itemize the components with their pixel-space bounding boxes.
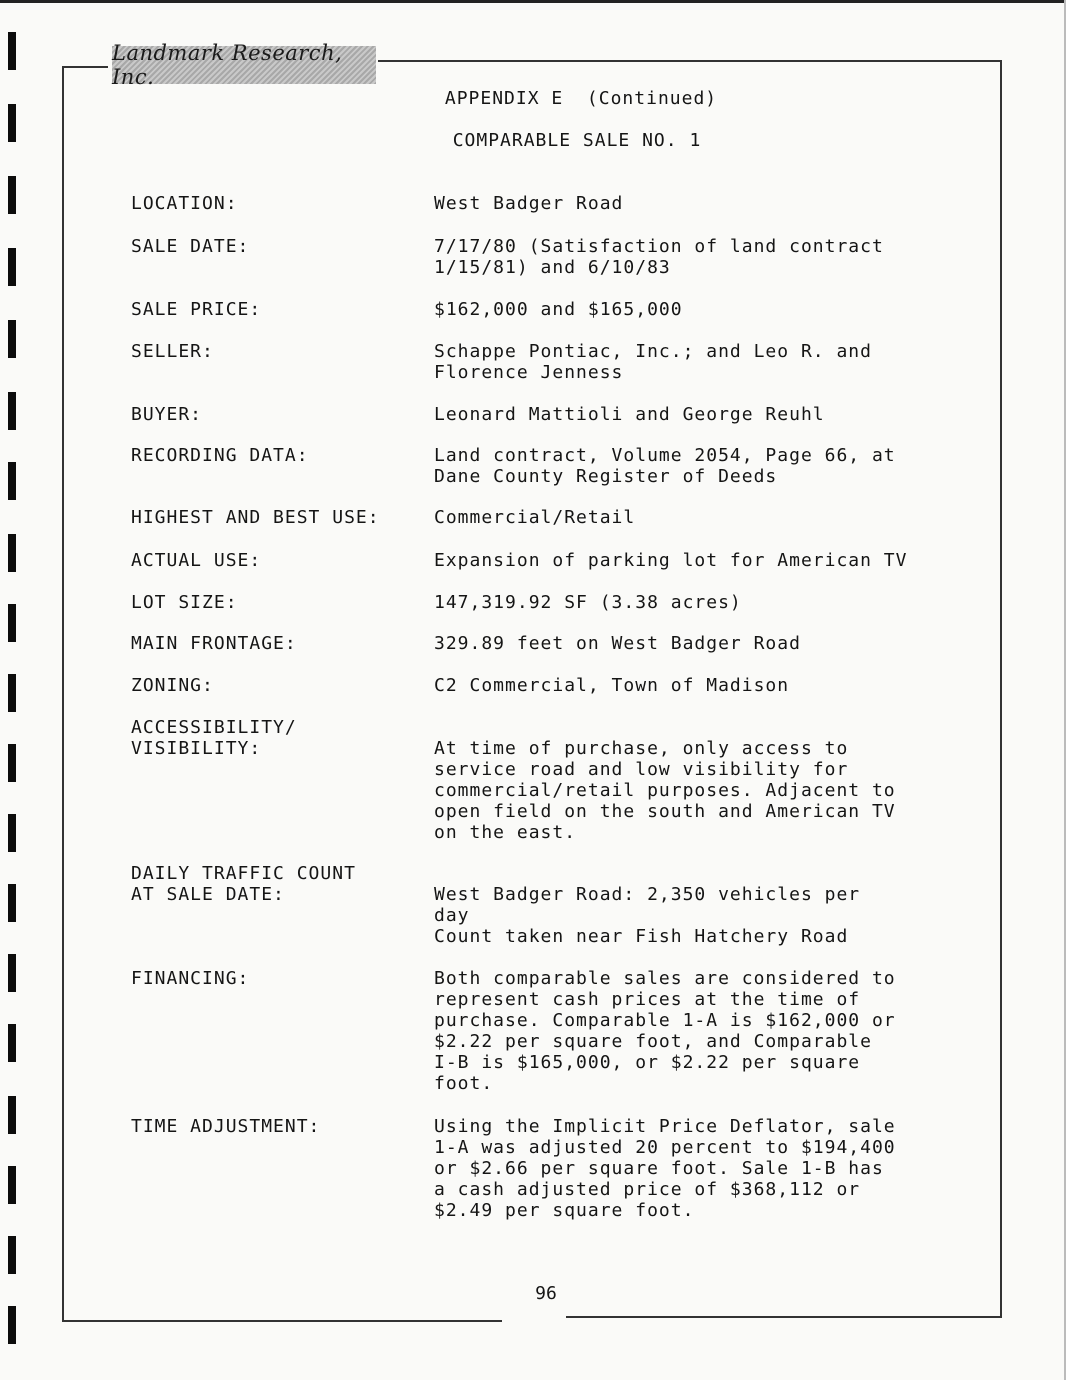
field-value: Commercial/Retail	[434, 507, 636, 528]
frame-border-bottom	[566, 1316, 1002, 1318]
field-label: ACCESSIBILITY/ VISIBILITY:	[131, 717, 297, 759]
field-value: 7/17/80 (Satisfaction of land contract 1/15/81) and 6/10/83	[434, 236, 884, 278]
binder-hole-mark	[8, 248, 16, 286]
field-label: MAIN FRONTAGE:	[131, 633, 297, 654]
frame-border-bottom	[62, 1320, 502, 1322]
field-label: ACTUAL USE:	[131, 550, 262, 571]
field-value: Both comparable sales are considered to represent cash prices at the time of purchase. Comparable 1-A is $162,000 or $2.22 per square foot, and Comparable I-B is $165,000, or $2.22 per square foot.	[434, 968, 896, 1094]
frame-border-left	[62, 67, 64, 1321]
field-value: Expansion of parking lot for American TV	[434, 550, 908, 571]
company-logo	[112, 41, 376, 89]
field-label: ZONING:	[131, 675, 214, 696]
binder-hole-mark	[8, 604, 16, 642]
binder-hole-mark	[8, 674, 16, 712]
binder-hole-mark	[8, 1166, 16, 1204]
field-value: Land contract, Volume 2054, Page 66, at Dane County Register of Deeds	[434, 445, 896, 487]
binder-hole-mark	[8, 744, 16, 782]
binder-hole-mark	[8, 104, 16, 142]
binder-hole-mark	[8, 814, 16, 852]
binder-hole-mark	[8, 392, 16, 430]
binder-hole-mark	[8, 32, 16, 70]
frame-border-right	[1000, 60, 1002, 1318]
binder-hole-mark	[8, 1306, 16, 1344]
field-label: RECORDING DATA:	[131, 445, 309, 466]
frame-border-top	[62, 66, 108, 68]
comparable-sale-title: COMPARABLE SALE NO. 1	[452, 130, 702, 151]
field-label: HIGHEST AND BEST USE:	[131, 507, 380, 528]
field-label: TIME ADJUSTMENT:	[131, 1116, 321, 1137]
binder-hole-mark	[8, 462, 16, 500]
field-label: BUYER:	[131, 404, 203, 425]
field-label: FINANCING:	[131, 968, 250, 989]
field-value: 147,319.92 SF (3.38 acres)	[434, 592, 742, 613]
field-label: LOT SIZE:	[131, 592, 238, 613]
field-label: SALE DATE:	[131, 236, 250, 257]
binder-hole-mark	[8, 954, 16, 992]
company-logo-text: Landmark Research, Inc.	[112, 41, 343, 89]
binder-hole-mark	[8, 1236, 16, 1274]
field-value: C2 Commercial, Town of Madison	[434, 675, 790, 696]
field-value: West Badger Road	[434, 193, 624, 214]
binder-hole-mark	[8, 1096, 16, 1134]
field-label: LOCATION:	[131, 193, 238, 214]
field-value: Using the Implicit Price Deflator, sale 1-A was adjusted 20 percent to $194,400 or $2.66 per square foot. Sale 1-B has a cash adjusted price of $368,112 or $2.49 per square foot.	[434, 1116, 896, 1221]
field-value: 329.89 feet on West Badger Road	[434, 633, 801, 654]
field-value: West Badger Road: 2,350 vehicles per day Count taken near Fish Hatchery Road	[434, 884, 861, 947]
page-number: 96	[535, 1283, 557, 1304]
field-label: SELLER:	[131, 341, 214, 362]
field-value: Leonard Mattioli and George Reuhl	[434, 404, 825, 425]
binder-hole-mark	[8, 884, 16, 922]
binder-hole-mark	[8, 176, 16, 214]
frame-border-top	[378, 60, 1002, 62]
binder-hole-mark	[8, 534, 16, 572]
field-label: SALE PRICE:	[131, 299, 262, 320]
field-label: DAILY TRAFFIC COUNT AT SALE DATE:	[131, 863, 356, 905]
binder-hole-strip	[0, 0, 20, 1380]
field-value: At time of purchase, only access to service road and low visibility for commercial/retail purposes. Adjacent to open field on the south and American TV on the east.	[434, 738, 896, 843]
binder-hole-mark	[8, 1024, 16, 1062]
binder-hole-mark	[8, 320, 16, 358]
page-top-edge	[0, 0, 1066, 3]
appendix-title: APPENDIX E (Continued)	[444, 88, 718, 109]
field-value: Schappe Pontiac, Inc.; and Leo R. and Florence Jenness	[434, 341, 872, 383]
field-value: $162,000 and $165,000	[434, 299, 683, 320]
